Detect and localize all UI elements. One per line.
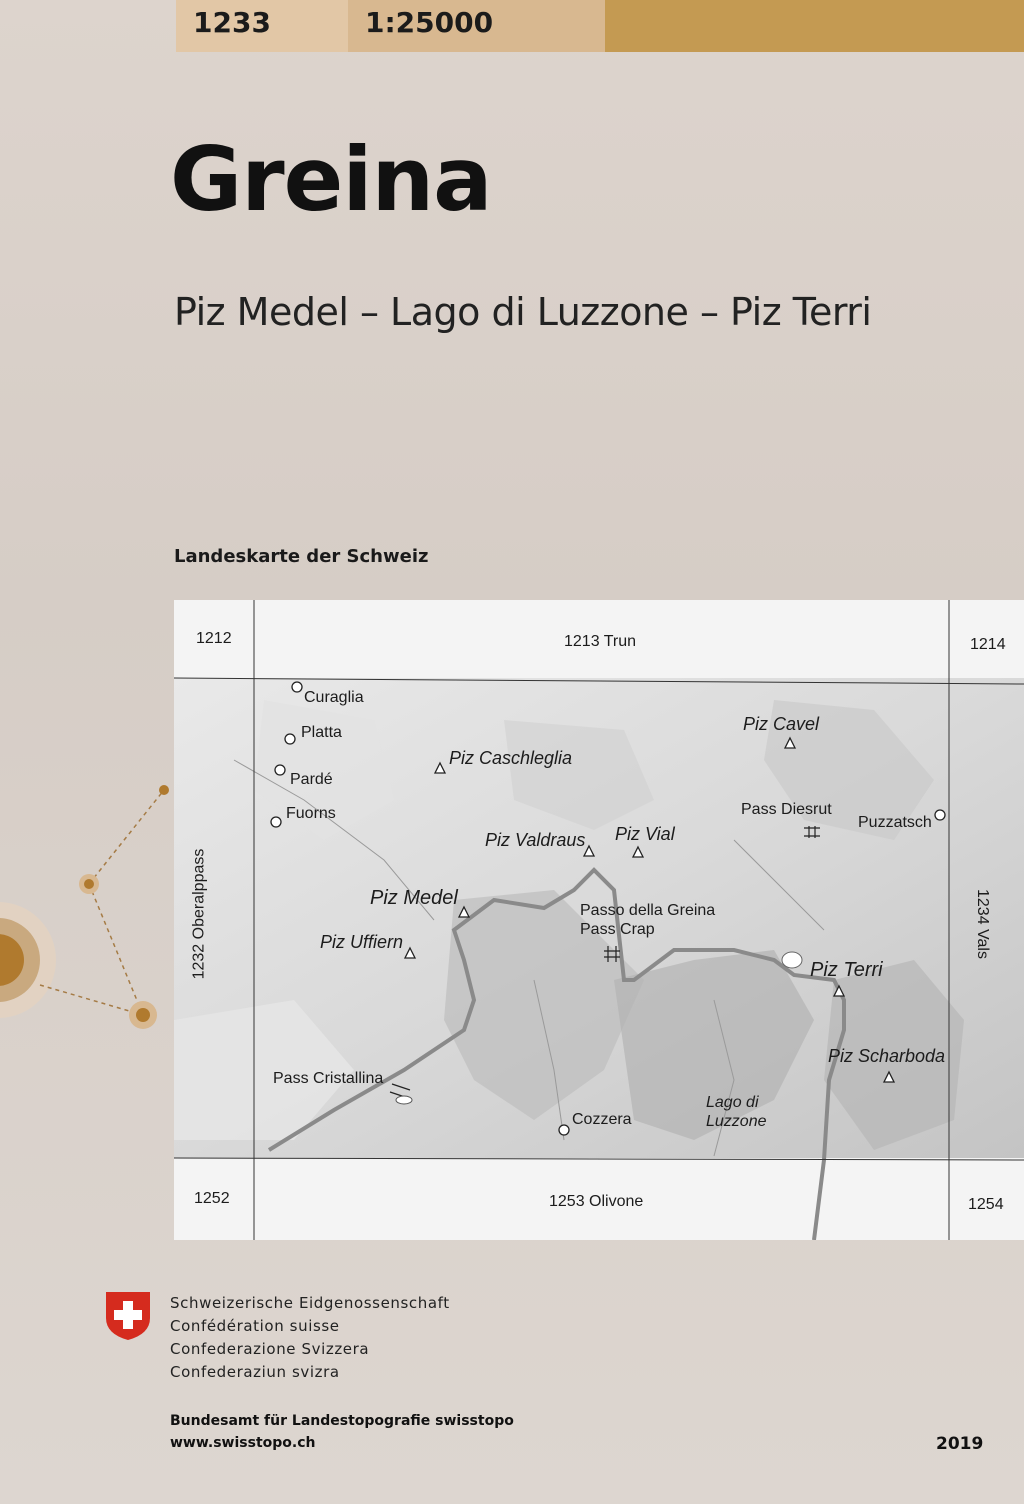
map-title: Greina — [170, 128, 492, 231]
sheet-1234 — [973, 889, 991, 959]
peak-piz-valdraus: Piz Valdraus — [485, 830, 586, 850]
place-puzzatsch: Puzzatsch — [858, 814, 932, 831]
sheet-1212: 1212 — [196, 630, 232, 647]
place-platta: Platta — [301, 724, 342, 741]
scale-box — [348, 0, 605, 52]
place-cozzera: Cozzera — [572, 1111, 632, 1128]
sheet-1253: 1253 Olivone — [549, 1193, 644, 1210]
sheet-1232 — [190, 849, 208, 980]
map-scale: 1:25000 — [365, 6, 494, 39]
confederation-fr: Confédération suisse — [170, 1317, 340, 1335]
swiss-coat-of-arms-icon — [104, 1290, 152, 1342]
series-label: Landeskarte der Schweiz — [174, 546, 429, 567]
place-curaglia: Curaglia — [304, 689, 364, 706]
peak-piz-vial: Piz Vial — [615, 824, 675, 844]
pass-diesrut: Pass Diesrut — [741, 801, 832, 818]
header-band — [176, 0, 1024, 52]
decorative-dots-graphic — [0, 760, 180, 1060]
pass-crap: Pass Crap — [580, 921, 655, 938]
confederation-rm: Confederaziun svizra — [170, 1363, 340, 1381]
map-subtitle: Piz Medel – Lago di Luzzone – Piz Terri — [174, 290, 872, 334]
publisher-url[interactable]: www.swisstopo.ch — [170, 1435, 316, 1451]
lake-luzzone-line2: Luzzone — [706, 1113, 767, 1130]
peak-piz-scharboda: Piz Scharboda — [828, 1046, 946, 1066]
place-fuorns: Fuorns — [286, 805, 336, 822]
peak-piz-medel: Piz Medel — [370, 887, 458, 909]
confederation-de: Schweizerische Eidgenossenschaft — [170, 1294, 450, 1312]
confederation-it: Confederazione Svizzera — [170, 1340, 370, 1358]
sheet-1252: 1252 — [194, 1190, 230, 1207]
overview-map — [174, 600, 1024, 1240]
map-relief — [174, 600, 1024, 1240]
sheet-1232-label: 1232 Oberalppass — [190, 848, 208, 980]
edition-year: 2019 — [936, 1434, 984, 1454]
lake-luzzone-line1: Lago di — [706, 1094, 759, 1111]
publisher-name: Bundesamt für Landestopografie swisstopo — [170, 1413, 514, 1429]
publisher-block — [170, 1410, 514, 1454]
sheet-number: 1233 — [193, 6, 271, 39]
sheet-number-box — [176, 0, 348, 52]
sheet-1234-label: 1234 Vals — [973, 889, 991, 959]
peak-piz-caschleglia: Piz Caschleglia — [449, 748, 573, 768]
confederation-names — [170, 1292, 450, 1384]
sheet-1213: 1213 Trun — [564, 633, 637, 650]
peak-piz-terri: Piz Terri — [810, 959, 883, 981]
sheet-1214: 1214 — [970, 636, 1006, 653]
pass-cristallina: Pass Cristallina — [273, 1070, 384, 1087]
peak-piz-cavel: Piz Cavel — [743, 714, 820, 734]
peak-piz-uffiern: Piz Uffiern — [320, 932, 404, 952]
pass-greina: Passo della Greina — [580, 902, 716, 919]
sheet-1254: 1254 — [968, 1196, 1004, 1213]
place-parde: Pardé — [290, 771, 333, 788]
